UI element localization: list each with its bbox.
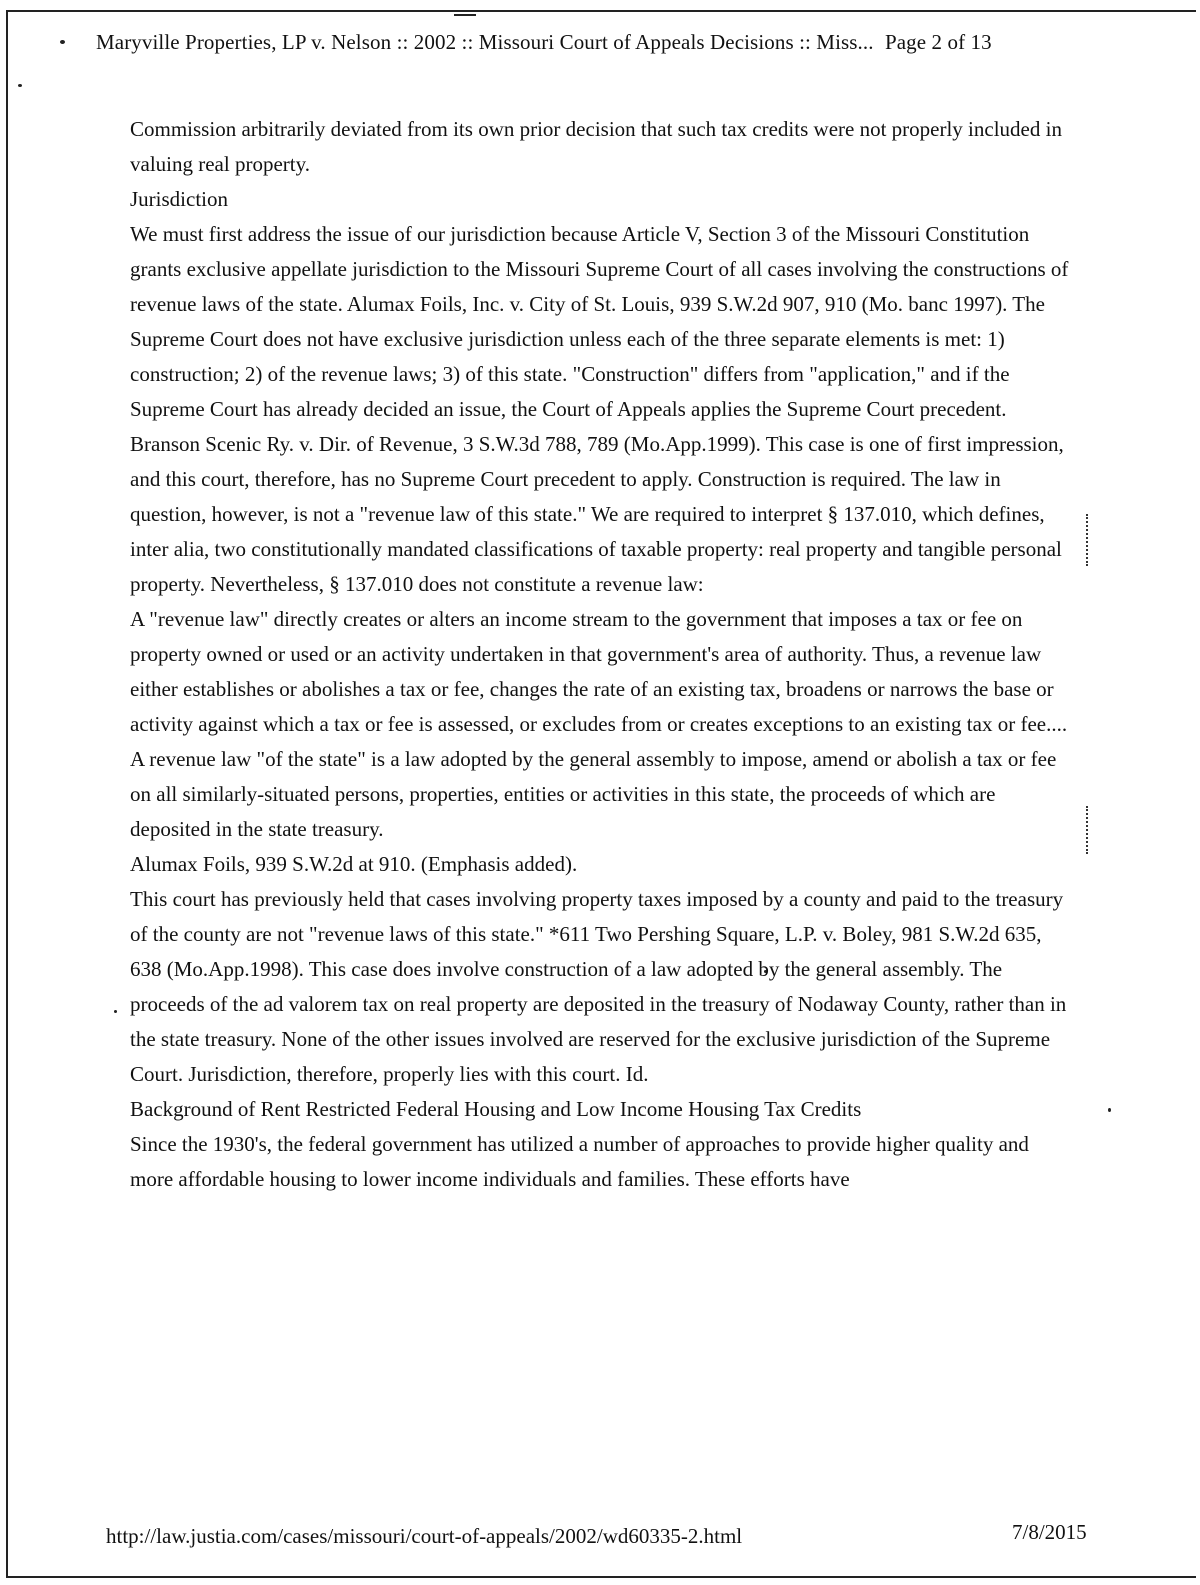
scan-speck <box>18 84 22 87</box>
heading-background: Background of Rent Restricted Federal Housing and Low Income Housing Tax Credits <box>130 1097 862 1121</box>
carryover-fragment: Commission arbitrarily deviated from its own prior decision that such tax credits were not properly included in valuing real property. <box>130 117 1062 176</box>
paragraph-court-holding: This court has previously held that cases involving property taxes imposed by a county and paid to the treasury of the county are not "revenue laws of this state." *611 Two Pershing Square, L.P. v. Boley, 981 S.W.2d 635, 638 (Mo.App.1998). This case does involve construction of a law adopted by the general assembly. The proceeds of the ad valorem tax on real property are deposited in the treasury of Nodaway County, rather than in the state treasury. None of the other issues involved are reserved for the exclusive jurisdiction of the Supreme Court. Jurisdiction, therefore, properly lies with this court. Id. <box>130 887 1067 1086</box>
scan-speck <box>114 1010 117 1013</box>
blockquote-revenue-law: A "revenue law" directly creates or alters an income stream to the government that imposes a tax or fee on property owned or used or an activity undertaken in that government's area of authority. Thus, a revenue law either establishes or abolishes a tax or fee, changes the rate of an existing tax, broadens or narrows the base or activity against which a tax or fee is assessed, or excludes from or creates exceptions to an existing tax or fee.... A revenue law "of the state" is a law adopted by the general assembly to impose, amend or abolish a tax or fee on all similarly-situated persons, properties, entities or activities in this state, the proceeds of which are deposited in the state treasury. <box>130 607 1068 841</box>
page-indicator: Page 2 of 13 <box>884 30 992 54</box>
scan-speck <box>60 40 65 44</box>
paragraph-background: Since the 1930's, the federal government has utilized a number of approaches to provide higher quality and more affordable housing to lower income individuals and families. These efforts have <box>130 1132 1029 1191</box>
document-body <box>130 112 1070 1197</box>
scan-margin-marks <box>1086 806 1090 854</box>
page-header <box>96 30 992 55</box>
footer-date: 7/8/2015 <box>1012 1520 1087 1544</box>
citation-alumax: Alumax Foils, 939 S.W.2d at 910. (Emphasis added). <box>130 852 578 876</box>
scan-speck <box>454 14 476 16</box>
scan-speck <box>1108 1108 1111 1112</box>
header-title: Maryville Properties, LP v. Nelson :: 2002 :: Missouri Court of Appeals Decisions :: Miss... <box>96 30 874 54</box>
scan-margin-marks <box>1086 514 1090 566</box>
footer-url: http://law.justia.com/cases/missouri/court-of-appeals/2002/wd60335-2.html <box>106 1524 743 1548</box>
paragraph-jurisdiction: We must first address the issue of our jurisdiction because Article V, Section 3 of the Missouri Constitution grants exclusive appellate jurisdiction to the Missouri Supreme Court of all cases involving the constructions of revenue laws of the state. Alumax Foils, Inc. v. City of St. Louis, 939 S.W.2d 907, 910 (Mo. banc 1997). The Supreme Court does not have exclusive jurisdiction unless each of the three separate elements is met: 1) construction; 2) of the revenue laws; 3) of this state. "Construction" differs from "application," and if the Supreme Court has already decided an issue, the Court of Appeals applies the Supreme Court precedent. Branson Scenic Ry. v. Dir. of Revenue, 3 S.W.3d 788, 789 (Mo.App.1999). This case is one of first impression, and this court, therefore, has no Supreme Court precedent to apply. Construction is required. The law in question, however, is not a "revenue law of this state." We are required to interpret § 137.010, which defines, inter alia, two constitutionally mandated classifications of taxable property: real property and tangible personal property. Nevertheless, § 137.010 does not constitute a revenue law: <box>130 222 1069 596</box>
heading-jurisdiction: Jurisdiction <box>130 187 228 211</box>
